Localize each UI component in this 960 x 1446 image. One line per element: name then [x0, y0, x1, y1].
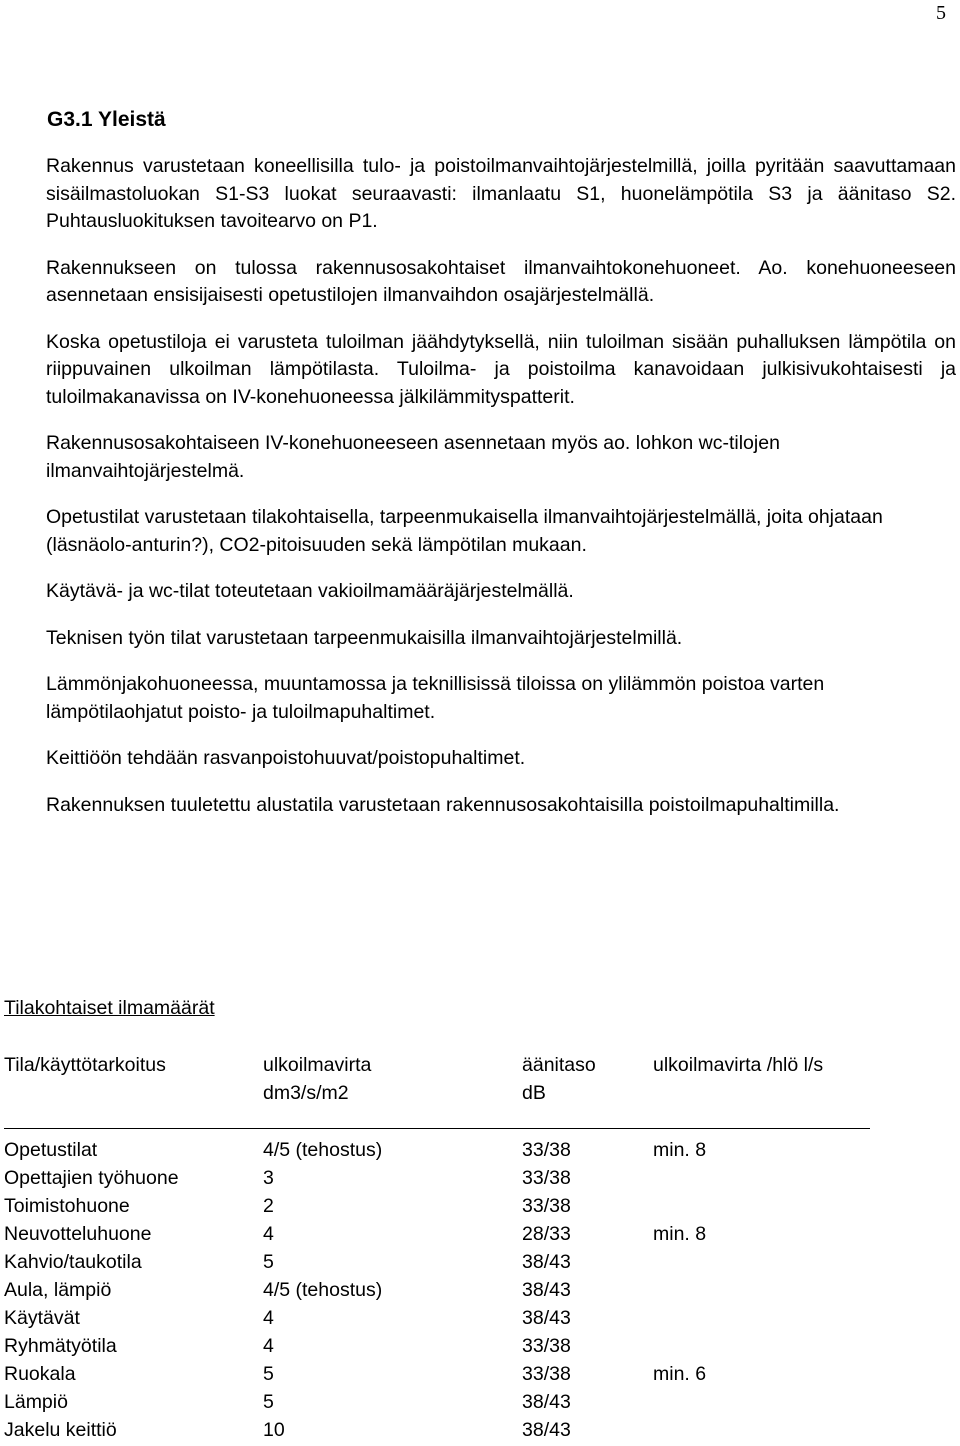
table-title: Tilakohtaiset ilmamäärät: [4, 997, 215, 1019]
table-row: Opetustilat 4/5 (tehostus) 33/38 min. 8: [4, 1139, 707, 1161]
table-header: [4, 1052, 870, 1129]
paragraph: Keittiöön tehdään rasvanpoistohuuvat/poistopuhaltimet.: [46, 747, 526, 769]
header-outdoor-airflow: ulkoilmavirta dm3/s/m2: [263, 1054, 372, 1104]
table-row: Toimistohuone 2 33/38: [4, 1195, 571, 1218]
paragraph: Lämmönjakohuoneessa, muuntamossa ja teknillisissä tiloissa on ylilämmön poistoa varten lämpötilaohjatut poisto- ja tuloilmapuhaltimet.: [46, 673, 825, 723]
paragraph: Rakennus varustetaan koneellisilla tulo- ja poistoilmanvaihtojärjestelmillä, joilla pyritään saavuttamaan sisäilmastoluokan S1-S3 luokat seuraavasti: ilmanlaatu S1, huonelämpötila S3 ja äänitaso S2. Puhtausluokituksen tavoitearvo on P1.: [46, 155, 956, 232]
section-heading: G3.1 Yleistä: [47, 108, 166, 131]
header-room-type: Tila/käyttötarkoitus: [4, 1054, 166, 1076]
body-text: [46, 153, 956, 838]
paragraph: Rakennusosakohtaiseen IV-konehuoneeseen asennetaan myös ao. lohkon wc-tilojen ilmanvaihtojärjestelmä.: [46, 432, 780, 482]
table-row: Lämpiö 5 38/43: [4, 1391, 571, 1414]
paragraph: Rakennuksen tuuletettu alustatila varustetaan rakennusosakohtaisilla poistoilmapuhaltimilla.: [46, 793, 840, 816]
airflow-table: [4, 1052, 870, 1446]
table-row: Käytävät 4 38/43: [4, 1307, 571, 1330]
table-row: Kahvio/taukotila 5 38/43: [4, 1251, 571, 1274]
paragraph: Koska opetustiloja ei varusteta tuloilman jäähdytyksellä, niin tuloilman sisään puhalluksen lämpötila on riippuvainen ulkoilman lämpötilasta. Tuloilma- ja poistoilma kanavoidaan julkisivukohtaisesti ja tuloilmakanavissa on IV-konehuoneessa jälkilämmityspatterit.: [46, 330, 956, 408]
table-row: Aula, lämpiö 4/5 (tehostus) 38/43: [4, 1279, 571, 1302]
paragraph: Teknisen työn tilat varustetaan tarpeenmukaisilla ilmanvaihtojärjestelmillä.: [46, 626, 683, 649]
header-airflow-per-person: ulkoilmavirta /hlö l/s: [653, 1054, 824, 1076]
paragraph: Opetustilat varustetaan tilakohtaisella, tarpeenmukaisella ilmanvaihtojärjestelmällä, joita ohjataan (läsnäolo-anturin?), CO2-pitoisuuden sekä lämpötilan mukaan.: [46, 506, 883, 556]
table-row: Ryhmätyötila 4 33/38: [4, 1335, 571, 1358]
table-row: Opettajien työhuone 3 33/38: [4, 1167, 571, 1190]
table-row: Jakelu keittiö 10 38/43: [4, 1419, 571, 1442]
header-sound-level: äänitaso dB: [522, 1054, 596, 1104]
paragraph: Rakennukseen on tulossa rakennusosakohtaiset ilmanvaihtokonehuoneet. Ao. konehuoneeseen asennetaan ensisijaisesti opetustilojen ilmanvaihdon osajärjestelmällä.: [46, 256, 956, 306]
page-number: 5: [936, 2, 946, 24]
table-row: Ruokala 5 33/38 min. 6: [4, 1363, 707, 1386]
table-body: [4, 1129, 870, 1446]
table-row: Neuvotteluhuone 4 28/33 min. 8: [4, 1223, 707, 1246]
paragraph: Käytävä- ja wc-tilat toteutetaan vakioilmamääräjärjestelmällä.: [46, 580, 574, 602]
